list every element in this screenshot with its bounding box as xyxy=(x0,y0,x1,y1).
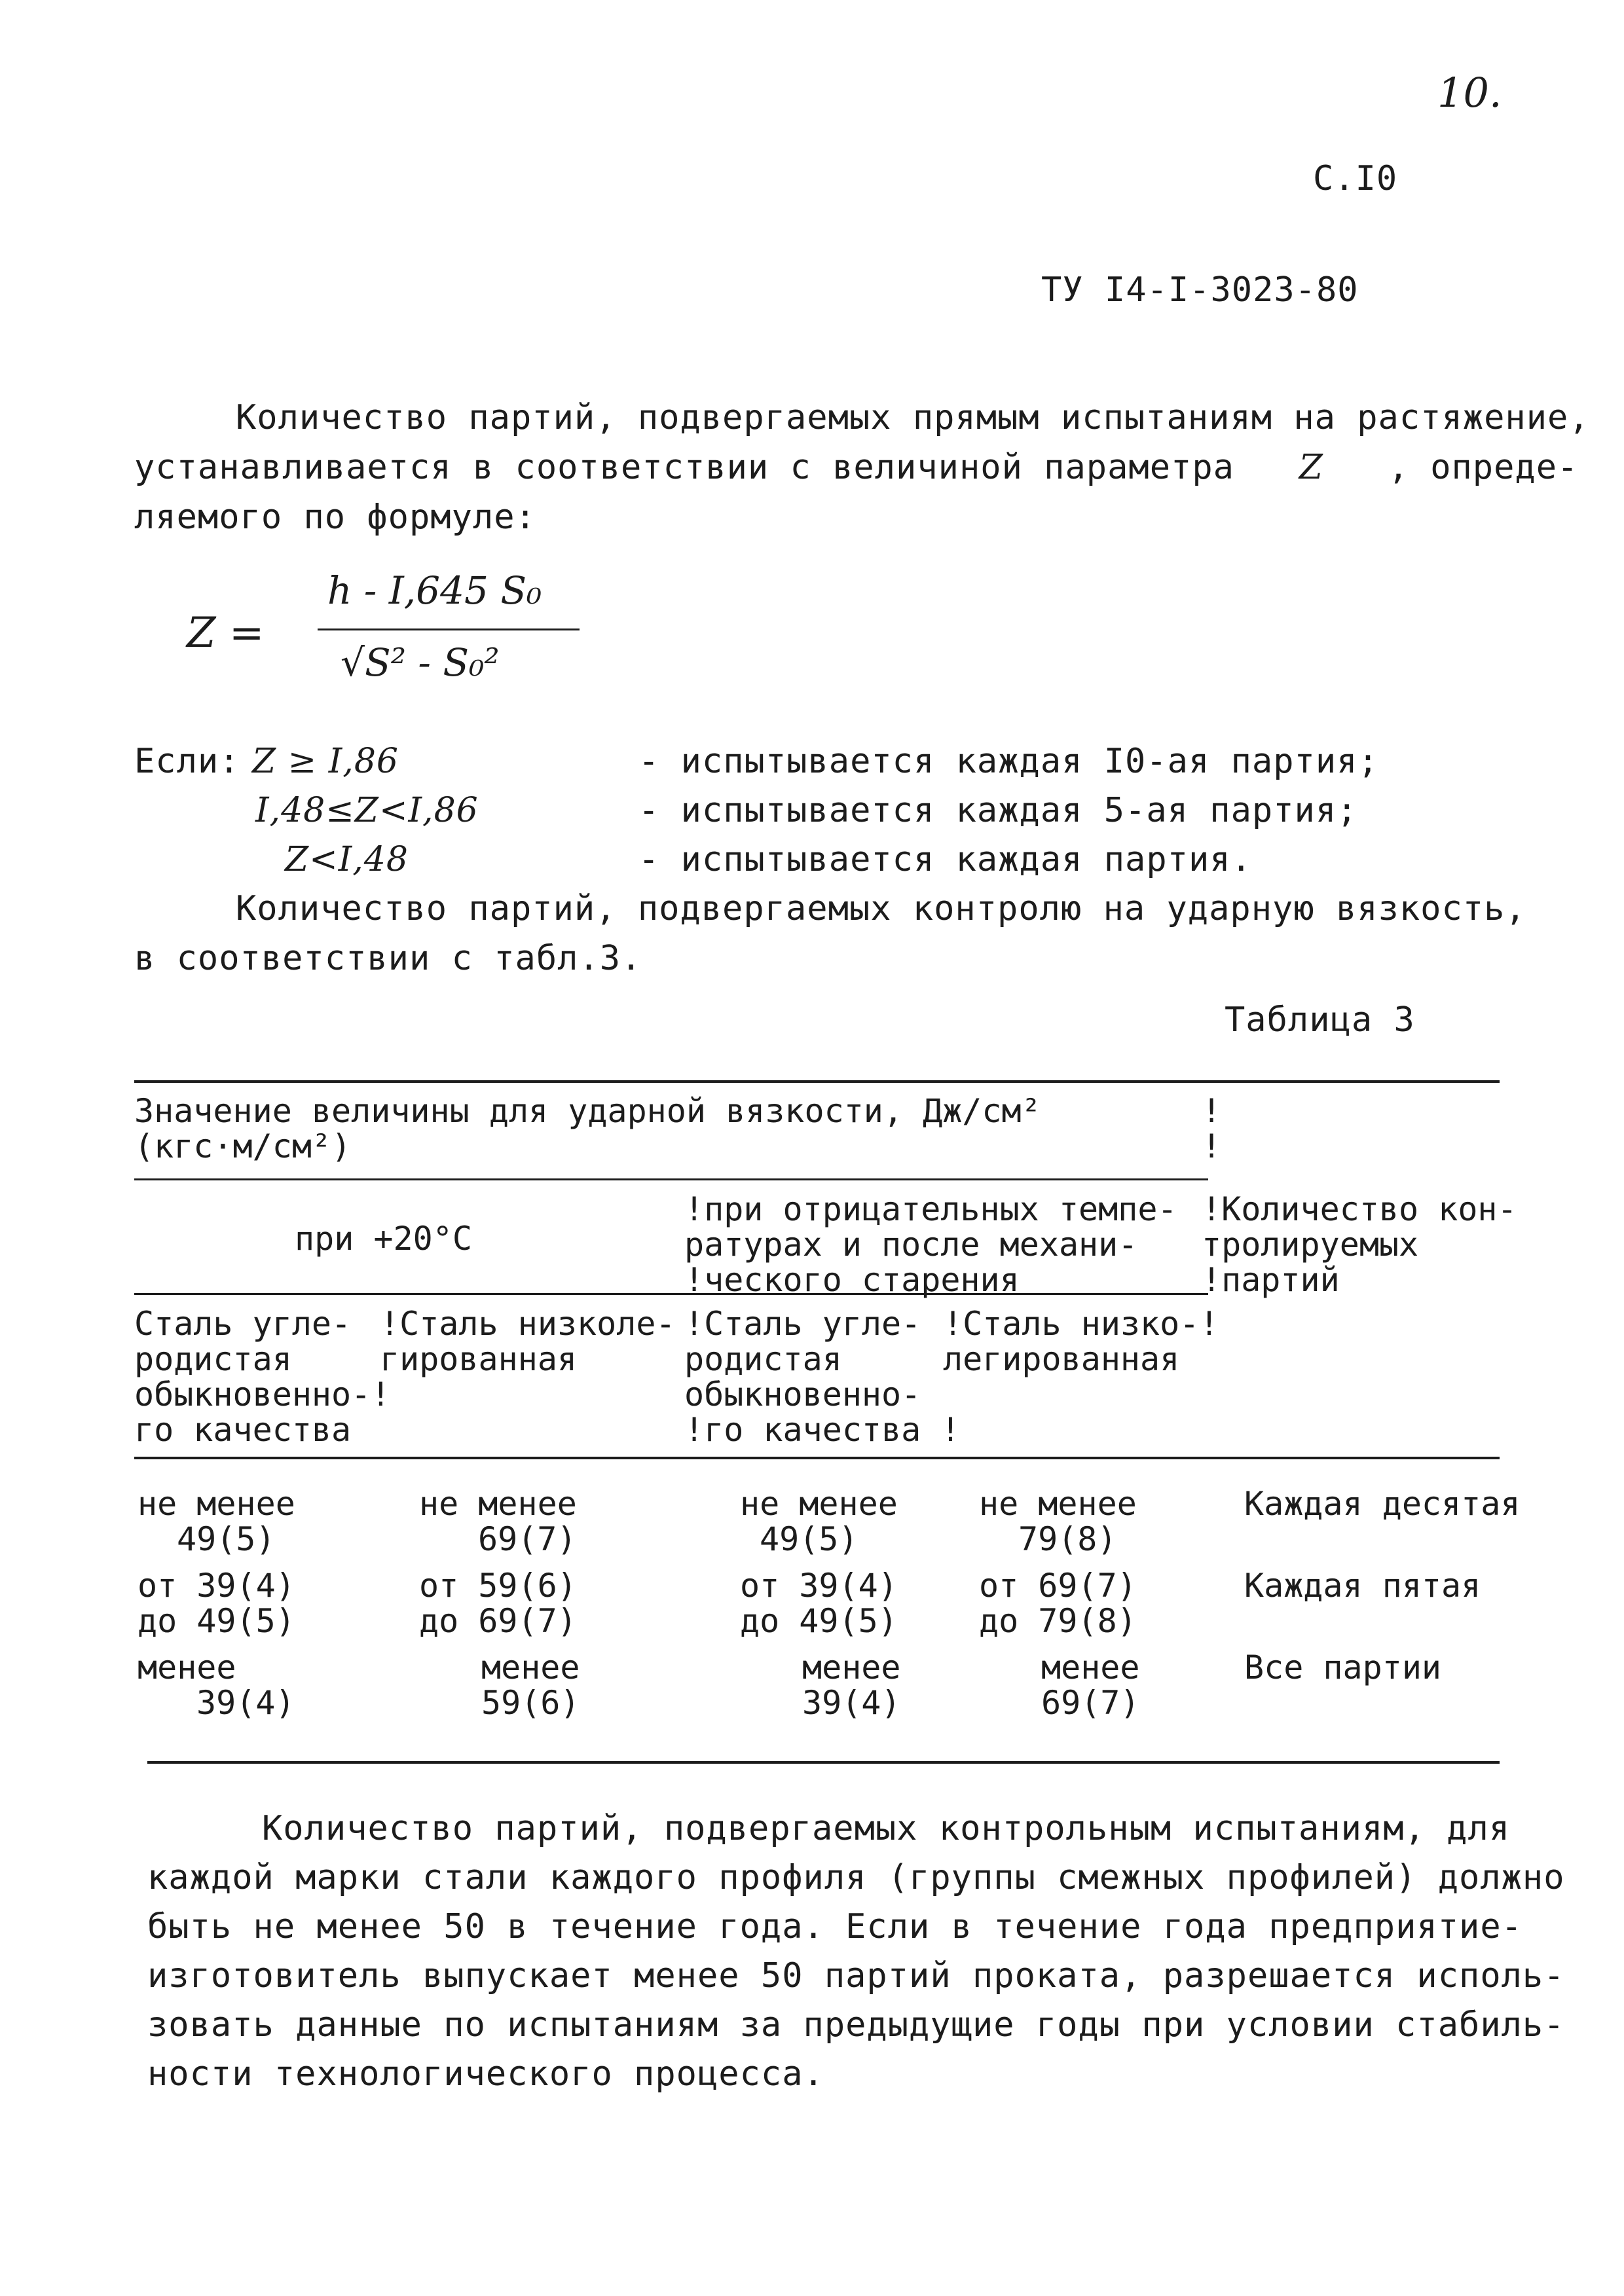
condition-1-result: - испытывается каждая I0-ая партия; xyxy=(638,742,1379,781)
row2-count: Каждая пятая xyxy=(1244,1567,1481,1605)
header-main: Значение величины для ударной вязкости, Дж/см² (кгс·м/см²) xyxy=(134,1092,1041,1165)
header-bottom-rule xyxy=(134,1457,1500,1459)
closing-line-2: каждой марки стали каждого профиля (группы смежных профилей) должно xyxy=(147,1858,1565,1897)
formula-denominator: √S² - S₀² xyxy=(341,640,500,685)
subheader-lowalloy-negative: !Сталь низко-! легированная xyxy=(943,1305,1219,1378)
intro-line-2-end: , опреде- xyxy=(1388,448,1579,487)
formula-numerator: h - I,645 S₀ xyxy=(327,568,542,613)
condition-2: I,48≤Z<I,86 xyxy=(255,791,479,830)
header-negative: !при отрицательных темпе- ратурах и после механи- !ческого старения xyxy=(684,1190,1177,1299)
table-caption: Таблица 3 xyxy=(1225,1000,1415,1040)
document-code: ТУ I4-I-3023-80 xyxy=(1041,270,1359,310)
row3-col4: менее 69(7) xyxy=(1041,1649,1140,1722)
closing-line-3: быть не менее 50 в течение года. Если в течение года предприятие- xyxy=(147,1907,1522,1946)
header-rule-2 xyxy=(134,1293,1208,1295)
header-plus20: при +20°С xyxy=(295,1220,472,1258)
row1-col2: не менее 69(7) xyxy=(419,1485,577,1558)
subheader-carbon-plus20: Сталь угле- родистая обыкновенно-! го качества xyxy=(134,1305,391,1449)
row1-count: Каждая десятая xyxy=(1244,1485,1521,1523)
row1-col4: не менее 79(8) xyxy=(979,1485,1137,1558)
row3-col2: менее 59(6) xyxy=(481,1649,580,1722)
subheader-carbon-negative: !Сталь угле- родистая обыкновенно- !го качества ! xyxy=(684,1305,961,1449)
row2-col2: от 59(6) до 69(7) xyxy=(419,1567,577,1640)
row1-col3: не менее 49(5) xyxy=(740,1485,898,1558)
condition-3-result: - испытывается каждая партия. xyxy=(638,840,1252,879)
intro-line-1: Количество партий, подвергаемых прямым испытаниям на растяжение, xyxy=(236,398,1590,437)
condition-3: Z<I,48 xyxy=(285,840,409,879)
row3-col1: менее 39(4) xyxy=(138,1649,295,1722)
subheader-lowalloy-plus20: !Сталь низколе- гированная xyxy=(380,1305,676,1378)
row1-col1: не менее 49(5) xyxy=(138,1485,295,1558)
conditions-label: Если: xyxy=(134,742,240,781)
header-count: !Количество кон- тролируемых !партий xyxy=(1202,1190,1517,1299)
closing-line-4: изготовитель выпускает менее 50 партий проката, разрешается исполь- xyxy=(147,1956,1565,1995)
row2-col1: от 39(4) до 49(5) xyxy=(138,1567,295,1640)
row2-col3: от 39(4) до 49(5) xyxy=(740,1567,898,1640)
formula-lhs: Z = xyxy=(187,609,265,657)
closing-line-1: Количество партий, подвергаемых контрольным испытаниям, для xyxy=(262,1809,1511,1848)
row3-col3: менее 39(4) xyxy=(802,1649,901,1722)
parameter-symbol: Z xyxy=(1299,448,1323,487)
condition-2-result: - испытывается каждая 5-ая партия; xyxy=(638,791,1358,830)
table-bottom-rule xyxy=(147,1761,1500,1764)
closing-line-5: зовать данные по испытаниям за предыдущие годы при условии стабиль- xyxy=(147,2005,1565,2045)
header-separator: ! ! xyxy=(1202,1092,1222,1165)
formula-fraction-bar xyxy=(318,629,580,630)
header-rule-1 xyxy=(134,1178,1208,1180)
page-number: С.I0 xyxy=(1313,159,1398,198)
closing-line-6: ности технологического процесса. xyxy=(147,2054,824,2094)
row2-col4: от 69(7) до 79(8) xyxy=(979,1567,1137,1640)
condition-1: Z ≥ I,86 xyxy=(252,742,399,781)
handwritten-page-number: 10. xyxy=(1437,69,1502,117)
intro-line-2 xyxy=(134,443,1578,492)
intro-line-3: ляемого по формуле: xyxy=(134,498,536,537)
intro-line-2-start: устанавливается в соответствии с величиной параметра xyxy=(134,448,1234,487)
impact-line-2: в соответствии с табл.3. xyxy=(134,939,642,978)
row3-count: Все партии xyxy=(1244,1649,1442,1686)
impact-line-1: Количество партий, подвергаемых контролю на ударную вязкость, xyxy=(236,889,1526,928)
table-top-rule xyxy=(134,1080,1500,1083)
